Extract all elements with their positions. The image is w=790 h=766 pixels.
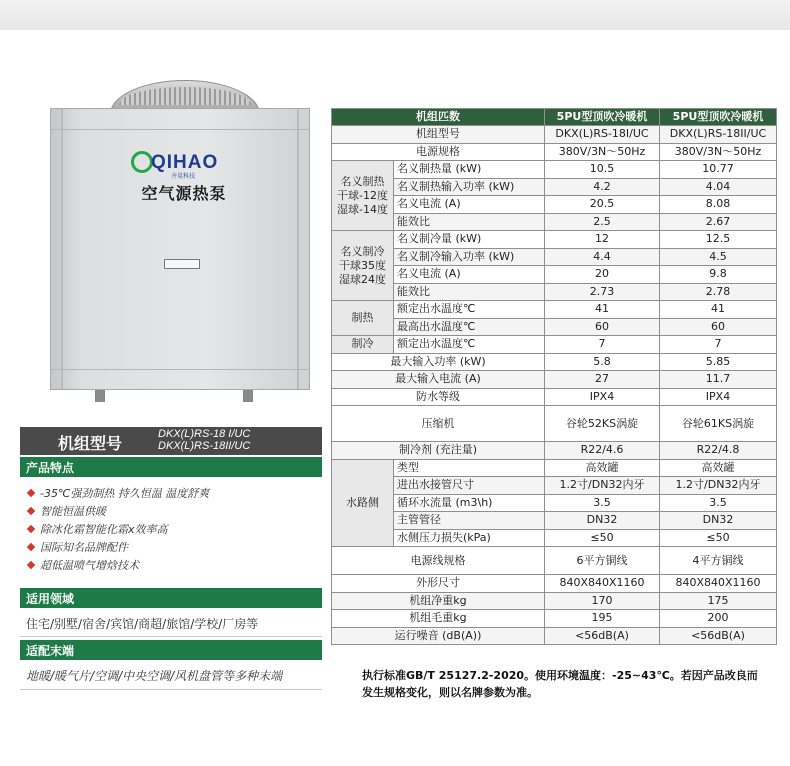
table-cell: IPX4 bbox=[660, 388, 777, 406]
table-cell: 11.7 bbox=[660, 371, 777, 389]
table-row bbox=[332, 231, 777, 249]
table-cell: 6平方铜线 bbox=[545, 547, 660, 575]
feature-item bbox=[28, 503, 318, 521]
brand-logo-sub: 齐昊科技 bbox=[171, 173, 196, 180]
model-codes bbox=[158, 428, 250, 452]
table-cell: 类型 bbox=[394, 459, 545, 477]
table-cell: 名义制冷输入功率 (kW) bbox=[394, 248, 545, 266]
table-cell: 4.4 bbox=[545, 248, 660, 266]
table-cell: 名义电流 (A) bbox=[394, 266, 545, 284]
table-cell: 20.5 bbox=[545, 196, 660, 214]
heat-pump-unit-image bbox=[50, 80, 310, 405]
bullet-icon bbox=[27, 543, 35, 551]
feature-text: 除冰化霜智能化霜x效率高 bbox=[40, 523, 168, 536]
spec-table bbox=[331, 108, 777, 645]
fields-text: 住宅/别墅/宿舍/宾馆/商超/旅馆/学校/厂房等 bbox=[26, 617, 259, 631]
top-band bbox=[0, 0, 790, 30]
table-cell: 外形尺寸 bbox=[332, 575, 545, 593]
feature-text: 超低温喷气增焓技术 bbox=[40, 559, 139, 572]
table-cell: 能效比 bbox=[394, 213, 545, 231]
brand-logo-text: QIHAO bbox=[151, 152, 219, 173]
table-cell: R22/4.6 bbox=[545, 442, 660, 460]
unit-cabinet bbox=[50, 108, 310, 390]
table-cell: 1.2寸/DN32内牙 bbox=[545, 477, 660, 495]
table-cell: 175 bbox=[660, 592, 777, 610]
table-cell: 额定出水温度℃ bbox=[394, 301, 545, 319]
table-cell: 380V/3N～50Hz bbox=[660, 143, 777, 161]
logo-mark-icon bbox=[131, 151, 153, 173]
brand-logo bbox=[131, 151, 241, 180]
table-cell: 水侧压力损失(kPa) bbox=[394, 529, 545, 547]
table-header: 机组匹数 bbox=[332, 109, 545, 126]
table-cell: 最大输入电流 (A) bbox=[332, 371, 545, 389]
table-row bbox=[332, 161, 777, 179]
ends-heading: 适配末端 bbox=[20, 640, 322, 660]
feature-item bbox=[28, 557, 318, 575]
model-code: DKX(L)RS-18 I/UC bbox=[158, 428, 251, 440]
feature-text: -35℃强劲制热 持久恒温 温度舒爽 bbox=[40, 487, 210, 500]
table-row bbox=[332, 301, 777, 319]
table-cell: 60 bbox=[545, 318, 660, 336]
table-row bbox=[332, 336, 777, 354]
table-cell: DN32 bbox=[545, 512, 660, 530]
table-cell: 5.85 bbox=[660, 353, 777, 371]
table-cell: <56dB(A) bbox=[545, 627, 660, 645]
table-cell: 1.2寸/DN32内牙 bbox=[660, 477, 777, 495]
feature-item bbox=[28, 539, 318, 557]
features-list bbox=[28, 485, 318, 575]
table-cell: 循环水流量 (m3\h) bbox=[394, 494, 545, 512]
table-row bbox=[332, 547, 777, 575]
bullet-icon bbox=[27, 489, 35, 497]
unit-foot bbox=[243, 390, 253, 402]
table-cell: 41 bbox=[545, 301, 660, 319]
table-cell: 170 bbox=[545, 592, 660, 610]
table-cell: ≤50 bbox=[660, 529, 777, 547]
table-row bbox=[332, 477, 777, 495]
table-row bbox=[332, 459, 777, 477]
table-cell: 5.8 bbox=[545, 353, 660, 371]
table-row bbox=[332, 196, 777, 214]
table-cell: 4.2 bbox=[545, 178, 660, 196]
table-cell: IPX4 bbox=[545, 388, 660, 406]
table-cell: 最大输入功率 (kW) bbox=[332, 353, 545, 371]
table-header: 5PU型顶吹冷暖机 bbox=[545, 109, 660, 126]
table-row bbox=[332, 406, 777, 442]
model-bar bbox=[20, 427, 322, 455]
table-cell: 840X840X1160 bbox=[660, 575, 777, 593]
bullet-icon bbox=[27, 561, 35, 569]
table-cell: 60 bbox=[660, 318, 777, 336]
divider bbox=[20, 636, 322, 637]
bullet-icon bbox=[27, 525, 35, 533]
table-row bbox=[332, 627, 777, 645]
table-row bbox=[332, 143, 777, 161]
table-cell: 额定出水温度℃ bbox=[394, 336, 545, 354]
table-cell: 最高出水温度℃ bbox=[394, 318, 545, 336]
fields-heading: 适用领域 bbox=[20, 588, 322, 608]
table-cell: DKX(L)RS-18I/UC bbox=[545, 126, 660, 144]
table-cell: 电源线规格 bbox=[332, 547, 545, 575]
table-row bbox=[332, 318, 777, 336]
vent-slot bbox=[164, 259, 200, 269]
table-cell: 电源规格 bbox=[332, 143, 545, 161]
table-cell: 4.5 bbox=[660, 248, 777, 266]
feature-item bbox=[28, 485, 318, 503]
table-cell: 主管管径 bbox=[394, 512, 545, 530]
table-row bbox=[332, 283, 777, 301]
divider bbox=[20, 689, 322, 690]
table-cell: 能效比 bbox=[394, 283, 545, 301]
table-cell: 10.77 bbox=[660, 161, 777, 179]
bullet-icon bbox=[27, 507, 35, 515]
feature-text: 国际知名品牌配件 bbox=[40, 541, 128, 554]
table-cell: 195 bbox=[545, 610, 660, 628]
table-cell: 3.5 bbox=[545, 494, 660, 512]
table-cell: 名义制冷量 (kW) bbox=[394, 231, 545, 249]
table-row bbox=[332, 109, 777, 126]
table-row bbox=[332, 388, 777, 406]
table-cell: 水路侧 bbox=[332, 459, 394, 547]
table-cell: 高效罐 bbox=[660, 459, 777, 477]
table-cell: DKX(L)RS-18II/UC bbox=[660, 126, 777, 144]
table-cell: 机组型号 bbox=[332, 126, 545, 144]
model-code: DKX(L)RS-18II/UC bbox=[158, 440, 251, 452]
table-cell: 3.5 bbox=[660, 494, 777, 512]
table-row bbox=[332, 512, 777, 530]
table-row bbox=[332, 442, 777, 460]
table-cell: 2.5 bbox=[545, 213, 660, 231]
table-cell: 12.5 bbox=[660, 231, 777, 249]
table-cell: 2.73 bbox=[545, 283, 660, 301]
table-cell: 机组净重kg bbox=[332, 592, 545, 610]
table-cell: 200 bbox=[660, 610, 777, 628]
table-cell: 840X840X1160 bbox=[545, 575, 660, 593]
table-row bbox=[332, 575, 777, 593]
table-cell: 41 bbox=[660, 301, 777, 319]
table-cell: 名义制冷 干球35度 湿球24度 bbox=[332, 231, 394, 301]
table-row bbox=[332, 126, 777, 144]
feature-item bbox=[28, 521, 318, 539]
table-cell: 制冷 bbox=[332, 336, 394, 354]
unit-foot bbox=[95, 390, 105, 402]
table-cell: 380V/3N～50Hz bbox=[545, 143, 660, 161]
table-cell: 制冷剂 (充注量) bbox=[332, 442, 545, 460]
table-cell: 高效罐 bbox=[545, 459, 660, 477]
table-cell: 4.04 bbox=[660, 178, 777, 196]
feature-text: 智能恒温供暖 bbox=[40, 505, 106, 518]
table-row bbox=[332, 371, 777, 389]
table-cell: 谷轮52KS涡旋 bbox=[545, 406, 660, 442]
table-cell: 制热 bbox=[332, 301, 394, 336]
table-cell: 12 bbox=[545, 231, 660, 249]
table-row bbox=[332, 529, 777, 547]
table-cell: 10.5 bbox=[545, 161, 660, 179]
table-cell: 压缩机 bbox=[332, 406, 545, 442]
table-row bbox=[332, 494, 777, 512]
table-cell: 名义制热输入功率 (kW) bbox=[394, 178, 545, 196]
table-cell: 7 bbox=[545, 336, 660, 354]
table-cell: 4平方铜线 bbox=[660, 547, 777, 575]
ends-text: 地暖/暖气片/空调/中央空调/风机盘管等多种末端 bbox=[26, 669, 283, 683]
table-cell: 8.08 bbox=[660, 196, 777, 214]
table-cell: 2.67 bbox=[660, 213, 777, 231]
table-cell: 进出水接管尺寸 bbox=[394, 477, 545, 495]
table-cell: 27 bbox=[545, 371, 660, 389]
model-label: 机组型号 bbox=[58, 434, 123, 453]
table-cell: 9.8 bbox=[660, 266, 777, 284]
table-row bbox=[332, 266, 777, 284]
table-cell: 名义制热量 (kW) bbox=[394, 161, 545, 179]
table-cell: R22/4.8 bbox=[660, 442, 777, 460]
table-row bbox=[332, 353, 777, 371]
table-row bbox=[332, 178, 777, 196]
table-cell: 机组毛重kg bbox=[332, 610, 545, 628]
table-cell: <56dB(A) bbox=[660, 627, 777, 645]
table-header: 5PU型顶吹冷暖机 bbox=[660, 109, 777, 126]
table-cell: 谷轮61KS涡旋 bbox=[660, 406, 777, 442]
table-row bbox=[332, 213, 777, 231]
table-cell: DN32 bbox=[660, 512, 777, 530]
table-row bbox=[332, 248, 777, 266]
table-cell: 2.78 bbox=[660, 283, 777, 301]
standard-note: 执行标准GB/T 25127.2-2020。使用环境温度：-25~43℃。若因产品改良而发生规格变化，则以名牌参数为准。 bbox=[362, 669, 758, 699]
table-row bbox=[332, 592, 777, 610]
table-cell: 名义制热 干球-12度 湿球-14度 bbox=[332, 161, 394, 231]
table-cell: 名义电流 (A) bbox=[394, 196, 545, 214]
features-heading: 产品特点 bbox=[20, 457, 322, 477]
table-cell: 7 bbox=[660, 336, 777, 354]
table-cell: 运行噪音 (dB(A)) bbox=[332, 627, 545, 645]
table-cell: 防水等级 bbox=[332, 388, 545, 406]
table-cell: ≤50 bbox=[545, 529, 660, 547]
unit-name-label: 空气源热泵 bbox=[141, 184, 227, 203]
table-cell: 20 bbox=[545, 266, 660, 284]
table-row bbox=[332, 610, 777, 628]
